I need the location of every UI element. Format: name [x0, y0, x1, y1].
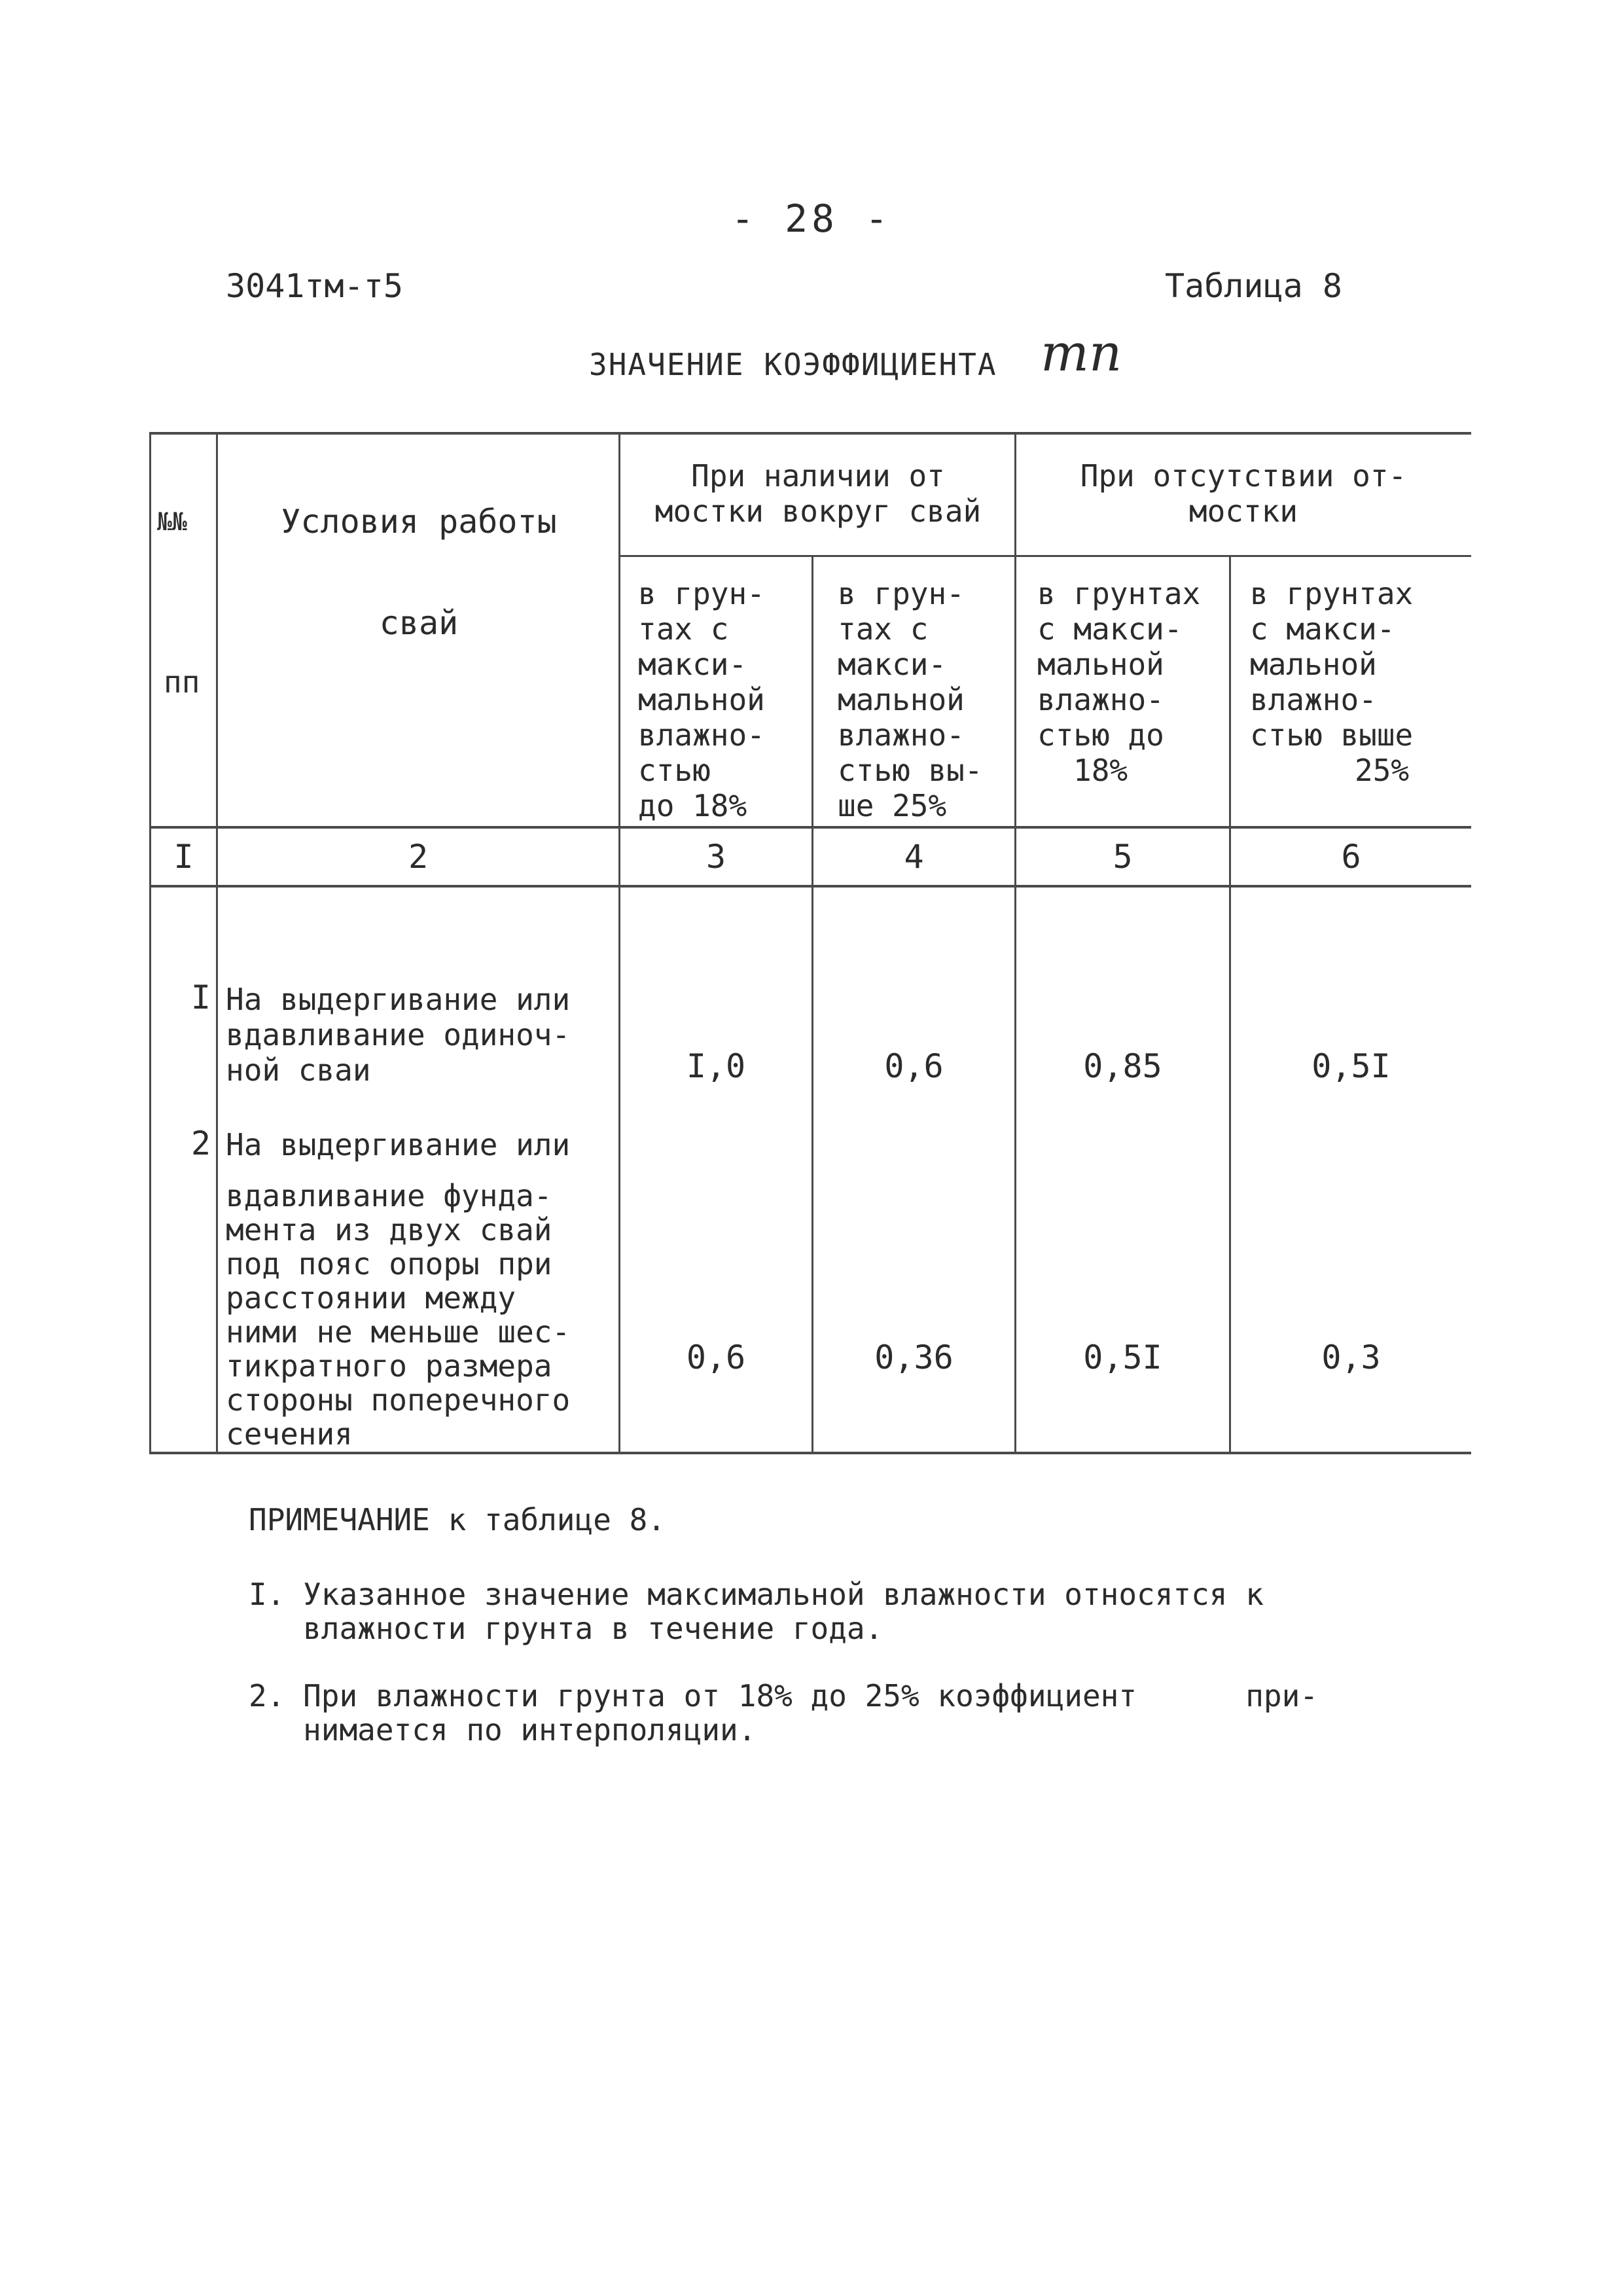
header-col3-line: макси-	[638, 647, 747, 682]
row-condition-line: тикратного размера	[226, 1348, 552, 1384]
col-divider-5	[1229, 556, 1231, 1454]
header-col4-line: стью вы-	[838, 753, 983, 788]
header-col4-line: влажно-	[838, 717, 965, 753]
row-value: 0,3	[1321, 1338, 1381, 1376]
row-condition-line: мента из двух свай	[226, 1212, 552, 1247]
header-col6-line: в грунтах	[1250, 576, 1414, 611]
row-value: 0,85	[1083, 1047, 1162, 1085]
row-value: I,0	[686, 1047, 746, 1085]
row-condition-line: стороны поперечного	[226, 1382, 571, 1418]
column-number: 5	[1113, 838, 1133, 876]
row-condition-line: сечения	[226, 1416, 353, 1452]
header-col4-line: тах с	[838, 611, 929, 647]
column-number: 4	[904, 838, 924, 876]
header-col5-line: в грунтах	[1037, 576, 1201, 611]
header-number-line2: пп	[164, 664, 200, 700]
row-value: 0,5I	[1311, 1047, 1391, 1085]
header-group-with-line1: При наличии от	[691, 458, 945, 493]
header-col3-line: тах с	[638, 611, 729, 647]
row-condition-line: ной сваи	[226, 1052, 371, 1088]
header-col4-line: мальной	[838, 682, 965, 717]
header-col3-line: в грун-	[638, 576, 765, 611]
header-number-line1: №№	[157, 507, 187, 536]
header-bottom-line	[149, 826, 1471, 829]
row-condition-line: На выдергивание или	[226, 982, 571, 1017]
note-item-line: I. Указанное значение максимальной влажности относятся к	[249, 1577, 1264, 1612]
note-item-line: 2. При влажности грунта от 18% до 25% коэффициент при-	[249, 1678, 1318, 1713]
header-conditions-line2: свай	[379, 604, 459, 642]
row-condition-line: На выдергивание или	[226, 1127, 571, 1162]
header-group-without-line2: мостки	[1188, 493, 1298, 529]
header-col6-line: стью выше	[1250, 717, 1414, 753]
row-value: 0,5I	[1083, 1338, 1162, 1376]
table-title: ЗНАЧЕНИЕ КОЭФФИЦИЕНТА	[589, 347, 997, 382]
coefficient-symbol: mп	[1041, 324, 1122, 383]
col-divider-3	[812, 556, 813, 1454]
header-col3-line: мальной	[638, 682, 765, 717]
row-number: I	[190, 978, 211, 1016]
col-divider-1	[216, 432, 218, 1454]
header-col3-line: влажно-	[638, 717, 765, 753]
row-condition-line: вдавливание одиноч-	[226, 1017, 571, 1052]
header-group-with-line2: мостки вокруг свай	[654, 493, 982, 529]
table-border-bottom	[149, 1452, 1471, 1454]
header-col6-line: мальной	[1250, 647, 1377, 682]
page-number: - 28 -	[731, 196, 892, 241]
header-col5-line: стью до	[1037, 717, 1164, 753]
row-condition-line: под пояс опоры при	[226, 1246, 552, 1282]
header-col5-line: влажно-	[1037, 682, 1164, 717]
table-border-top	[149, 432, 1471, 435]
header-group-without-line1: При отсутствии от-	[1080, 458, 1407, 493]
header-col3-line: до 18%	[638, 788, 747, 823]
column-numbers-bottom-line	[149, 885, 1471, 888]
row-value: 0,6	[686, 1338, 746, 1376]
header-group-divider	[618, 555, 1471, 557]
column-number: 6	[1341, 838, 1361, 876]
column-number: 2	[408, 838, 429, 876]
header-col6-line: 25%	[1355, 753, 1410, 788]
table-label: Таблица 8	[1165, 267, 1342, 305]
table-border-left	[149, 432, 151, 1454]
row-value: 0,36	[874, 1338, 954, 1376]
row-number: 2	[190, 1124, 211, 1162]
header-conditions-line1: Условия работы	[281, 503, 557, 541]
col-divider-4	[1014, 432, 1016, 1454]
row-condition-line: ними не меньше шес-	[226, 1314, 571, 1350]
header-col5-line: с макси-	[1037, 611, 1183, 647]
header-col4-line: макси-	[838, 647, 947, 682]
row-value: 0,6	[884, 1047, 944, 1085]
header-col5-line: мальной	[1037, 647, 1164, 682]
header-col3-line: стью	[638, 753, 711, 788]
header-col4-line: ше 25%	[838, 788, 947, 823]
col-divider-2	[618, 432, 620, 1454]
note-item-line: влажности грунта в течение года.	[249, 1611, 883, 1646]
note-item-line: нимается по интерполяции.	[249, 1712, 757, 1748]
notes-title: ПРИМЕЧАНИЕ к таблице 8.	[249, 1502, 666, 1537]
row-condition-line: вдавливание фунда-	[226, 1178, 552, 1213]
column-number: I	[173, 838, 194, 876]
header-col4-line: в грун-	[838, 576, 965, 611]
column-number: 3	[705, 838, 726, 876]
row-condition-line: расстоянии между	[226, 1280, 516, 1316]
header-col6-line: с макси-	[1250, 611, 1395, 647]
header-col6-line: влажно-	[1250, 682, 1377, 717]
header-col5-line: 18%	[1073, 753, 1128, 788]
document-code: 3041тм-т5	[226, 267, 403, 305]
